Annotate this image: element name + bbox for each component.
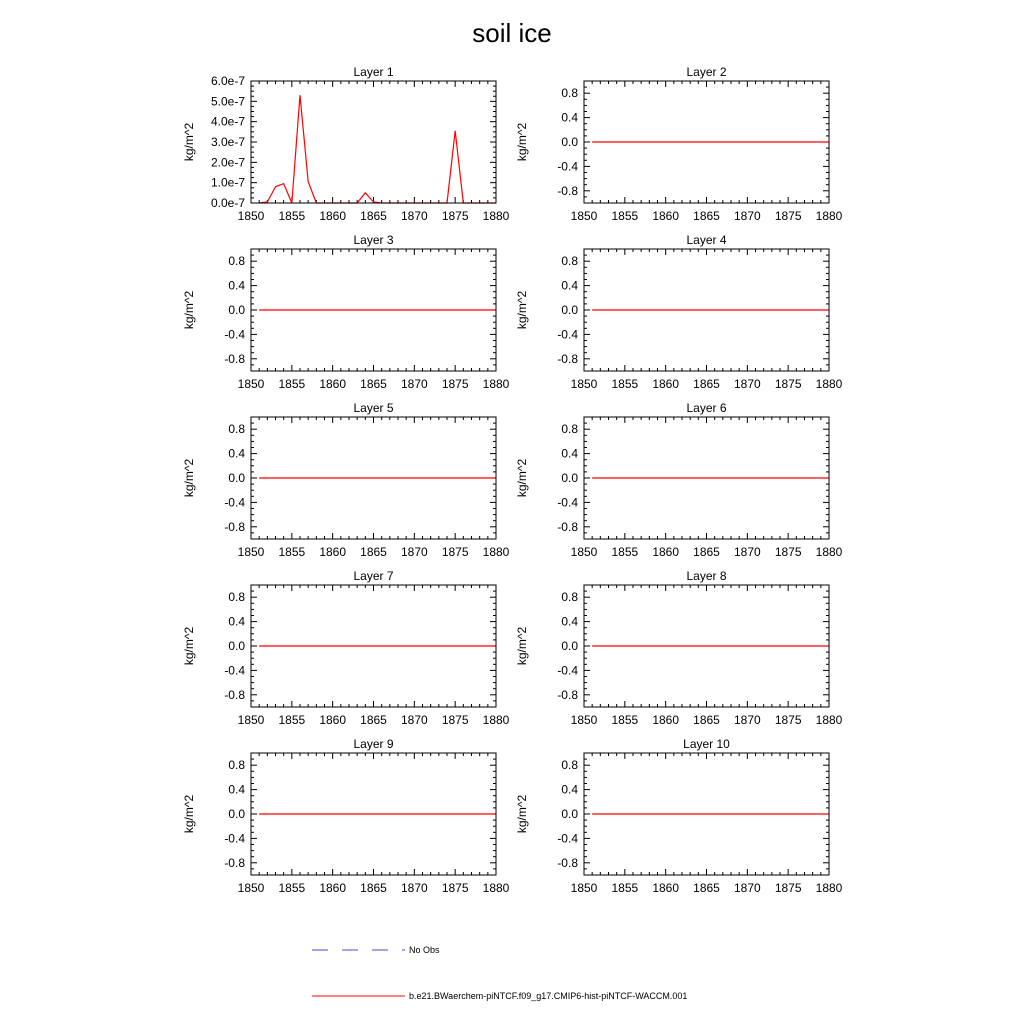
y-tick-label: -0.4 [224,327,245,342]
y-tick-label: 0.8 [561,254,578,269]
x-tick-label: 1865 [360,377,387,391]
x-tick-label: 1860 [319,377,347,391]
y-tick-label: 0.0 [228,807,245,821]
x-tick-label: 1855 [278,713,306,727]
x-tick-label: 1880 [482,713,510,727]
y-axis-label: kg/m^2 [182,794,196,834]
y-tick-label: 0.8 [561,422,578,437]
x-tick-label: 1850 [237,377,265,391]
x-tick-label: 1875 [774,545,802,559]
y-tick-label: -0.4 [224,831,245,846]
x-tick-label: 1865 [693,545,720,559]
figure-title: soil ice [472,18,552,48]
y-tick-label: -0.4 [557,327,578,342]
y-tick-label: -0.8 [224,687,245,702]
legend-label: No Obs [409,945,440,955]
x-tick-label: 1850 [570,713,598,727]
x-tick-label: 1875 [774,713,802,727]
panel-layer-2 [515,65,843,223]
x-tick-label: 1865 [693,377,720,391]
y-tick-label: -0.8 [557,687,578,702]
y-axis-label: kg/m^2 [182,290,196,330]
x-tick-label: 1875 [441,713,469,727]
x-tick-label: 1865 [360,713,387,727]
y-tick-label: 0.4 [228,614,245,629]
x-tick-label: 1850 [570,209,598,223]
panel-layer-1 [182,65,510,223]
x-tick-label: 1870 [733,545,761,559]
x-tick-label: 1865 [693,881,720,895]
x-tick-label: 1870 [733,713,761,727]
y-tick-label: 0.8 [561,86,578,101]
panel-title: Layer 2 [686,65,727,79]
x-tick-label: 1870 [733,377,761,391]
panel-title: Layer 10 [683,737,730,751]
x-tick-label: 1870 [733,881,761,895]
y-axis-label: kg/m^2 [515,794,529,834]
x-tick-label: 1875 [774,881,802,895]
panel-layer-4 [515,233,843,391]
y-tick-label: -0.4 [224,663,245,678]
x-tick-label: 1855 [278,209,306,223]
x-tick-label: 1855 [611,713,639,727]
y-tick-label: 0.4 [228,782,245,797]
x-tick-label: 1860 [652,713,680,727]
y-tick-label: 0.4 [228,446,245,461]
y-tick-label: -0.8 [557,855,578,870]
x-tick-label: 1865 [360,209,387,223]
panel-title: Layer 5 [353,401,394,415]
x-tick-label: 1860 [652,881,680,895]
y-axis-label: kg/m^2 [515,122,529,162]
x-tick-label: 1875 [774,377,802,391]
panel-title: Layer 4 [686,233,727,247]
panel-title: Layer 9 [353,737,394,751]
y-tick-label: 0.4 [561,278,578,293]
y-tick-label: 0.0 [561,135,578,149]
x-tick-label: 1875 [441,881,469,895]
x-tick-label: 1850 [237,545,265,559]
y-tick-label: -0.8 [224,519,245,534]
y-tick-label: 0.0 [561,471,578,485]
legend-label: b.e21.BWaerchem-piNTCF.f09_g17.CMIP6-hist-piNTCF-WACCM.001 [409,991,688,1001]
y-tick-label: 3.0e-7 [210,135,245,149]
panel-title: Layer 7 [353,569,394,583]
x-tick-label: 1870 [733,209,761,223]
x-tick-label: 1855 [611,881,639,895]
y-tick-label: -0.4 [557,495,578,510]
y-tick-label: 0.0 [228,639,245,653]
y-tick-label: -0.4 [557,159,578,174]
panel-title: Layer 3 [353,233,394,247]
x-tick-label: 1870 [400,713,428,727]
x-tick-label: 1855 [611,545,639,559]
x-tick-label: 1875 [441,377,469,391]
panels [182,65,843,895]
y-axis-label: kg/m^2 [515,458,529,498]
y-tick-label: 0.8 [561,758,578,773]
y-tick-label: 0.0e-7 [210,196,245,210]
y-tick-label: -0.4 [557,663,578,678]
y-tick-label: 0.0 [561,303,578,317]
y-tick-label: 0.8 [228,590,245,605]
x-tick-label: 1850 [570,377,598,391]
x-tick-label: 1870 [400,209,428,223]
y-tick-label: 1.0e-7 [210,175,245,190]
x-tick-label: 1855 [278,545,306,559]
y-tick-label: 5.0e-7 [210,94,245,109]
y-tick-label: 2.0e-7 [210,155,245,170]
y-tick-label: 4.0e-7 [210,114,245,129]
x-tick-label: 1870 [400,545,428,559]
x-tick-label: 1880 [482,545,510,559]
y-tick-label: 0.8 [561,590,578,605]
panel-layer-9 [182,737,510,895]
plot-frame [251,81,496,203]
series-line [259,95,496,203]
x-tick-label: 1860 [652,209,680,223]
x-tick-label: 1860 [319,713,347,727]
x-tick-label: 1855 [611,209,639,223]
y-tick-label: -0.8 [557,183,578,198]
x-tick-label: 1855 [278,377,306,391]
y-tick-label: 0.8 [228,254,245,269]
y-tick-label: 0.4 [561,110,578,125]
y-axis-label: kg/m^2 [515,626,529,666]
x-tick-label: 1870 [400,881,428,895]
legend [312,945,687,1001]
y-axis-label: kg/m^2 [182,458,196,498]
x-tick-label: 1860 [319,881,347,895]
y-axis-label: kg/m^2 [182,626,196,666]
y-axis-label: kg/m^2 [515,290,529,330]
x-tick-label: 1880 [482,881,510,895]
x-tick-label: 1880 [482,209,510,223]
y-tick-label: 0.4 [228,278,245,293]
y-tick-label: 0.0 [561,639,578,653]
panel-layer-6 [515,401,843,559]
panel-title: Layer 6 [686,401,727,415]
x-tick-label: 1855 [278,881,306,895]
x-tick-label: 1865 [360,545,387,559]
y-tick-label: 0.0 [228,471,245,485]
y-tick-label: -0.8 [224,855,245,870]
panel-layer-5 [182,401,510,559]
y-tick-label: -0.8 [224,351,245,366]
y-tick-label: -0.8 [557,351,578,366]
panel-title: Layer 8 [686,569,727,583]
x-tick-label: 1880 [815,209,843,223]
x-tick-label: 1880 [815,713,843,727]
y-tick-label: 0.0 [228,303,245,317]
y-tick-label: -0.4 [557,831,578,846]
y-axis-label: kg/m^2 [182,122,196,162]
y-tick-label: 0.8 [228,758,245,773]
panel-layer-3 [182,233,510,391]
x-tick-label: 1860 [652,545,680,559]
y-tick-label: 0.0 [561,807,578,821]
x-tick-label: 1850 [237,713,265,727]
x-tick-label: 1880 [815,377,843,391]
x-tick-label: 1865 [693,713,720,727]
panel-layer-8 [515,569,843,727]
x-tick-label: 1850 [570,545,598,559]
y-tick-label: 0.4 [561,782,578,797]
x-tick-label: 1880 [482,377,510,391]
x-tick-label: 1850 [237,209,265,223]
x-tick-label: 1850 [570,881,598,895]
panel-layer-7 [182,569,510,727]
x-tick-label: 1865 [693,209,720,223]
x-tick-label: 1880 [815,881,843,895]
x-tick-label: 1870 [400,377,428,391]
x-tick-label: 1880 [815,545,843,559]
x-tick-label: 1855 [611,377,639,391]
y-tick-label: 0.8 [228,422,245,437]
y-tick-label: 0.4 [561,614,578,629]
y-tick-label: -0.4 [224,495,245,510]
x-tick-label: 1865 [360,881,387,895]
y-tick-label: 6.0e-7 [210,74,245,88]
x-tick-label: 1860 [319,209,347,223]
x-tick-label: 1860 [652,377,680,391]
x-tick-label: 1860 [319,545,347,559]
x-tick-label: 1875 [774,209,802,223]
y-tick-label: -0.8 [557,519,578,534]
y-tick-label: 0.4 [561,446,578,461]
x-tick-label: 1875 [441,209,469,223]
x-tick-label: 1875 [441,545,469,559]
x-tick-label: 1850 [237,881,265,895]
panel-layer-10 [515,737,843,895]
panel-title: Layer 1 [353,65,394,79]
